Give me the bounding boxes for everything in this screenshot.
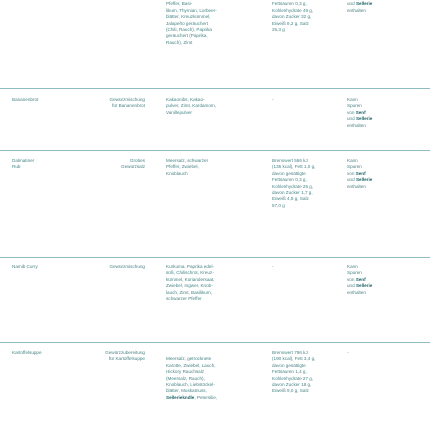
allergen-highlight: Selleriekndle [166, 394, 195, 400]
product-name: Namib Curry [12, 264, 38, 269]
product-description: Grobes Gewürzsalz [121, 158, 145, 170]
ingredients-cell: Kakaonibs, Kakao- pulver, Zimt, Kardamom, Vanillepulver [166, 97, 217, 115]
allergen-name: Senf [355, 109, 366, 115]
allergen-text: und [347, 1, 355, 7]
nutrition-cell: Brennwert 796 kJ (190 kcal), Fett 3,4 g, davon gesättigte Fettsäuren 1,4 g, Kohlenhydrate 27 g, davon Zucker 18 g, Eiweiß 9,0 g, Salz [272, 350, 316, 394]
allergen-text: und [347, 177, 355, 183]
allergens-cell [347, 97, 417, 129]
allergen-name: Senf [355, 170, 366, 176]
allergen-name: Sellerie [355, 116, 373, 122]
product-description: Gewürzmischung [109, 264, 145, 269]
allergen-name: Senf [355, 276, 366, 282]
nutrition-cell: Fettsäuren 0,3 g, Kohlenhydrate 49 g, davon Zucker 32 g, Eiweiß 8,2 g, Salz 25,3 g [272, 1, 314, 33]
allergens-cell [347, 264, 417, 296]
allergen-text: und [347, 116, 355, 122]
ingredients-text: Meersalz, getrocknete Karotte, Zwiebel, Lauch, Hickory Rauchsalz (Meersalz, Rauch), Knoblauch, Liebstöckel- blätter, Muskatnuss, [166, 356, 216, 394]
allergens-cell [347, 158, 417, 190]
allergen-name: Sellerie [355, 177, 373, 183]
row-divider [0, 150, 430, 151]
product-description: Gewürzzubereitung für Kartoffelsuppe [105, 350, 145, 362]
ingredients-cell: Meersalz, schwarzer Pfeffer, Zwiebel, Knoblauch [166, 158, 209, 176]
row-divider [0, 257, 430, 258]
nutrition-cell: - [272, 97, 274, 102]
product-name: Bananenbrot [12, 97, 39, 102]
product-name: Dalmatiner Rub [12, 158, 35, 170]
ingredients-text-tail: , Petersilie, [194, 394, 218, 400]
row-divider [0, 342, 430, 343]
ingredients-cell: Kurkuma, Paprika edel- süß, Chilischrot, Kreuz- kümmel, Koriandersaat, Zwiebel, Ingwer, Knob- lauch, Zimt, Basilikum, schwarzer Pfeffer [166, 264, 215, 302]
ingredients-cell: Pfeffer, Basi- likum, Thymian, Lorbeer- blätter, Kreuzkümmel, Jalapeño geräuchert (Chili, Rauch), Paprika geräuchert (Paprika, Rauch), Zimt [166, 1, 217, 45]
nutrition-cell: Brennwert 566 kJ (135 kcal), Fett 1,0 g, davon gesättigte Fettsäuren 0,3 g, Kohlenhydrate 25 g, davon Zucker 1,7 g, Eiweiß 4,5 g, Salz 57,0 g [272, 158, 316, 208]
nutrition-cell: - [272, 264, 274, 269]
allergen-text: Kann Spuren von [347, 158, 362, 176]
allergen-text: - [347, 350, 349, 355]
ingredients-cell [166, 350, 241, 401]
allergen-name: Sellerie [355, 283, 373, 289]
product-description: Gewürzmischung für Bananenbrot [109, 97, 145, 109]
allergens-cell [347, 350, 417, 356]
allergen-text: Kann Spuren von [347, 97, 362, 115]
allergen-name: Sellerie [355, 1, 373, 7]
allergen-text: enthalten [347, 7, 366, 13]
allergen-text: und [347, 283, 355, 289]
product-name: Kartoffelsuppe [12, 350, 42, 355]
allergen-text: enthalten [347, 183, 366, 189]
row-divider [0, 88, 430, 89]
allergen-text: enthalten [347, 122, 366, 128]
allergen-text: enthalten [347, 289, 366, 295]
allergens-cell [347, 0, 417, 14]
allergen-text: Kann Spuren von [347, 264, 362, 282]
